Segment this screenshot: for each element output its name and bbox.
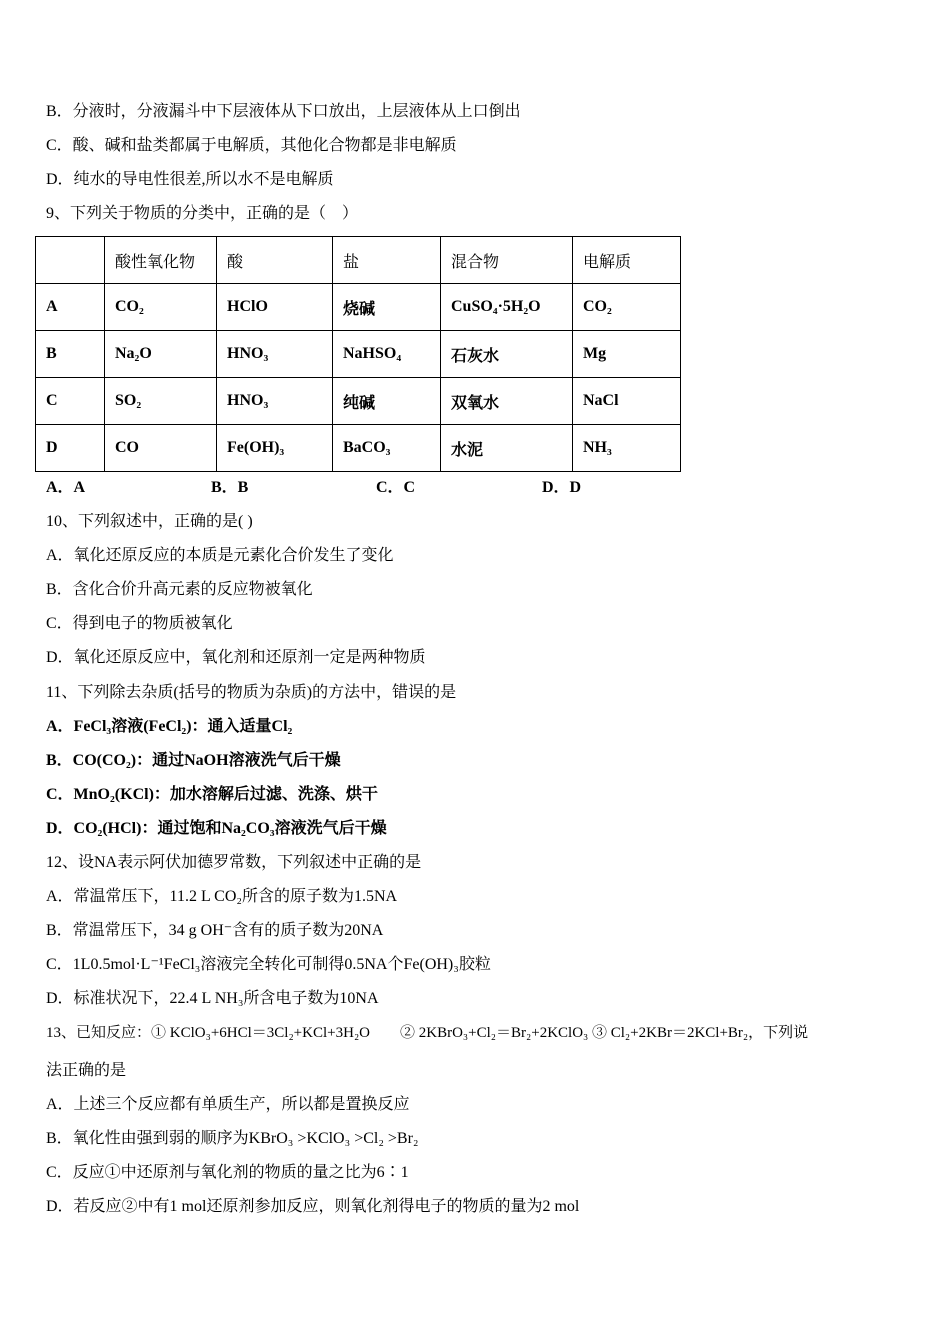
classification-table	[35, 236, 681, 472]
table-cell: CO	[105, 425, 217, 472]
q10-option-c: C．得到电子的物质被氧化	[46, 615, 233, 632]
table-row	[36, 378, 681, 425]
q12-option-c: C．1L0.5mol·L⁻¹FeCl₃溶液完全转化可制得0.5NA个Fe(OH)₃胶粒	[46, 956, 491, 973]
table-cell: Na₂O	[105, 331, 217, 378]
q9-option-a: A．A	[46, 479, 86, 496]
q8-option-b: B．分液时，分液漏斗中下层液体从下口放出，上层液体从上口倒出	[46, 103, 521, 120]
q8-option-c: C．酸、碱和盐类都属于电解质，其他化合物都是非电解质	[46, 137, 457, 154]
q13-option-a: A．上述三个反应都有单质生产，所以都是置换反应	[46, 1096, 410, 1113]
table-cell: A	[36, 284, 105, 331]
q11-option-d: D．CO₂(HCl)：通过饱和Na₂CO₃溶液洗气后干燥	[46, 820, 387, 837]
q9-option-d: D．D	[542, 479, 582, 496]
table-cell: 烧碱	[333, 284, 441, 331]
q13-option-d: D．若反应②中有1 mol还原剂参加反应，则氧化剂得电子的物质的量为2 mol	[46, 1198, 580, 1215]
table-header-cell: 混合物	[441, 237, 573, 284]
table-cell: HNO₃	[217, 378, 333, 425]
table-cell: HClO	[217, 284, 333, 331]
table-cell: CO₂	[105, 284, 217, 331]
q13-stem-line1: 13、已知反应：① KClO₃+6HCl＝3Cl₂+KCl+3H₂O ② 2KBrO₃+Cl₂＝Br₂+2KClO₃ ③ Cl₂+2KBr＝2KCl+Br₂，下列说	[46, 1025, 809, 1041]
table-cell: BaCO₃	[333, 425, 441, 472]
q12-option-d: D．标准状况下，22.4 L NH₃所含电子数为10NA	[46, 990, 379, 1007]
q10-stem: 10、下列叙述中，正确的是( )	[46, 513, 253, 530]
table-cell: 水泥	[441, 425, 573, 472]
q11-option-b: B．CO(CO₂)：通过NaOH溶液洗气后干燥	[46, 752, 341, 769]
table-header-cell: 酸性氧化物	[105, 237, 217, 284]
q9-stem: 9、下列关于物质的分类中，正确的是（ ）	[46, 205, 359, 222]
table-cell: CuSO₄·5H₂O	[441, 284, 573, 331]
q9-option-b: B．B	[211, 479, 249, 496]
q10-option-d: D．氧化还原反应中，氧化剂和还原剂一定是两种物质	[46, 649, 426, 666]
q10-option-b: B．含化合价升高元素的反应物被氧化	[46, 581, 313, 598]
q12-stem: 12、设NA表示阿伏加德罗常数，下列叙述中正确的是	[46, 854, 422, 871]
table-cell: Fe(OH)₃	[217, 425, 333, 472]
table-header-row	[36, 237, 681, 284]
table-cell: HNO₃	[217, 331, 333, 378]
table-row	[36, 284, 681, 331]
table-header-cell: 酸	[217, 237, 333, 284]
table-cell: Mg	[573, 331, 681, 378]
q11-option-a: A．FeCl₃溶液(FeCl₂)：通入适量Cl₂	[46, 718, 293, 735]
q13-option-c: C．反应①中还原剂与氧化剂的物质的量之比为6∶1	[46, 1164, 409, 1181]
table-cell: B	[36, 331, 105, 378]
table-cell: D	[36, 425, 105, 472]
table-row	[36, 425, 681, 472]
table-cell: 双氧水	[441, 378, 573, 425]
q11-stem: 11、下列除去杂质(括号的物质为杂质)的方法中，错误的是	[46, 684, 457, 701]
table-cell: SO₂	[105, 378, 217, 425]
table-cell: NH₃	[573, 425, 681, 472]
q10-option-a: A．氧化还原反应的本质是元素化合价发生了变化	[46, 547, 394, 564]
q9-option-c: C．C	[376, 479, 416, 496]
table-header-cell: 电解质	[573, 237, 681, 284]
table-row	[36, 331, 681, 378]
q13-option-b: B．氧化性由强到弱的顺序为KBrO₃ >KClO₃ >Cl₂ >Br₂	[46, 1130, 419, 1147]
table-cell: NaCl	[573, 378, 681, 425]
q11-option-c: C．MnO₂(KCl)：加水溶解后过滤、洗涤、烘干	[46, 786, 378, 803]
q12-option-a: A．常温常压下，11.2 L CO₂所含的原子数为1.5NA	[46, 888, 398, 905]
table-header-cell	[36, 237, 105, 284]
table-cell: 石灰水	[441, 331, 573, 378]
table-cell: CO₂	[573, 284, 681, 331]
q12-option-b: B．常温常压下，34 g OH⁻含有的质子数为20NA	[46, 922, 384, 939]
table-cell: 纯碱	[333, 378, 441, 425]
table-header-cell: 盐	[333, 237, 441, 284]
table-cell: NaHSO₄	[333, 331, 441, 378]
table-cell: C	[36, 378, 105, 425]
q8-option-d: D．纯水的导电性很差,所以水不是电解质	[46, 171, 334, 188]
q13-stem-line2: 法正确的是	[46, 1062, 127, 1079]
